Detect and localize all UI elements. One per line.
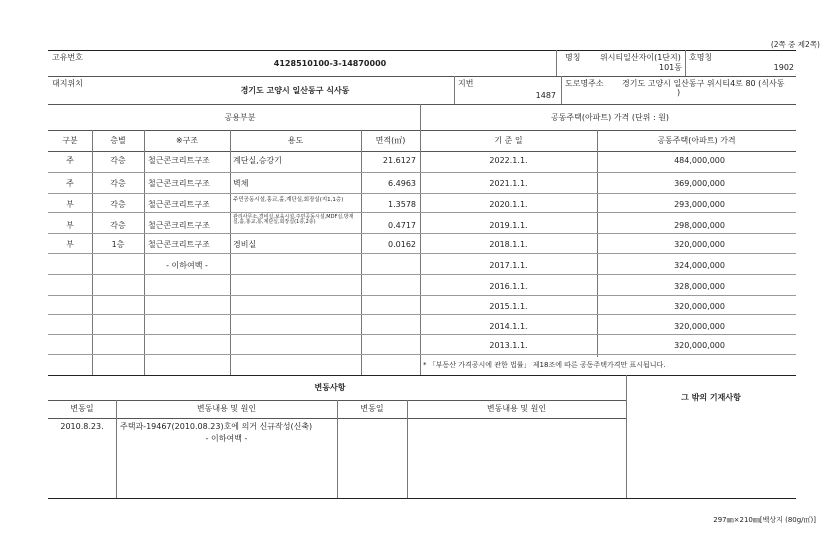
table-row-divider (48, 172, 796, 173)
changes-vline-3 (407, 400, 408, 498)
table-cell-floor: 각층 (110, 221, 126, 230)
changes-col-content-2: 변동내용 및 원인 (486, 404, 547, 413)
price-value: 320,000,000 (674, 322, 725, 331)
table-cell-structure: 철근콘크리트구조 (148, 179, 210, 188)
table-row-divider (48, 274, 796, 275)
table-cell-structure: 철근콘크리트구조 (148, 240, 210, 249)
changes-bottom-border (48, 498, 796, 499)
changes-col-content: 변동내용 및 원인 (196, 404, 257, 413)
table-cell-use: 관리사무소,경비실,보육시설,주민공동시설,MDF실,방재실,홀,홍교,통,계단실,회장실(1층,2층) (233, 214, 354, 226)
col-type-header: 구분 (62, 136, 78, 145)
table-cell-area: 6.4963 (388, 179, 416, 188)
table-cell-type: 주 (66, 156, 74, 165)
road-label: 도로명주소 (565, 79, 604, 88)
table-row-divider (48, 334, 796, 335)
col-floor-header: 층별 (110, 136, 126, 145)
price-value: 484,000,000 (674, 156, 725, 165)
table-row-divider (48, 314, 796, 315)
price-date: 2014.1.1. (489, 322, 528, 331)
name-value-line2: 101동 (659, 63, 682, 72)
table-row-divider (48, 233, 796, 234)
price-date: 2013.1.1. (489, 341, 528, 350)
price-value: 369,000,000 (674, 179, 725, 188)
column-header-line (48, 151, 796, 152)
unique-no-label: 고유번호 (52, 53, 83, 62)
price-date: 2018.1.1. (489, 240, 528, 249)
exclusive-end-mark: - 이하여백 - (166, 261, 208, 270)
dong-label: 호명칭 (689, 53, 713, 62)
price-date: 2021.1.1. (489, 179, 528, 188)
road-value-line2: ) (677, 88, 681, 97)
name-value: 위시티일산자이(1단지) (600, 53, 681, 62)
table-cell-type: 부 (66, 240, 74, 249)
header-vline-1 (556, 50, 557, 76)
col-structure-header: ※구조 (175, 136, 199, 145)
table-cell-floor: 1층 (111, 240, 125, 249)
price-value: 298,000,000 (674, 221, 725, 230)
table-cell-floor: 각층 (110, 200, 126, 209)
table-cell-use: 벽체 (233, 179, 249, 188)
dong-value: 1902 (773, 63, 794, 72)
table-cell-area: 21.6127 (382, 156, 416, 165)
price-value: 324,000,000 (674, 261, 725, 270)
table-cell-use: 경비실 (233, 240, 257, 249)
table-row-divider (48, 212, 796, 213)
table-row-divider (48, 253, 796, 254)
section-header-line (48, 130, 796, 131)
table-cell-area: 0.4717 (388, 221, 416, 230)
price-date: 2020.1.1. (489, 200, 528, 209)
price-date: 2016.1.1. (489, 282, 528, 291)
name-label: 명칭 (565, 53, 581, 62)
col-date-header: 기 준 일 (494, 136, 523, 145)
road-value: 경기도 고양시 일산동구 위시티4로 80 (식사동 (622, 79, 785, 88)
paper-size-note: 297㎜×210㎜[백상지 (80g/㎡)] (713, 516, 816, 524)
header-vline-4 (561, 76, 562, 104)
changes-title: 변동사항 (314, 383, 346, 392)
vline-price (597, 130, 598, 357)
table-row-divider (48, 193, 796, 194)
price-footnote: * 「부동산 가격공시에 관한 법률」 제18조에 따른 공동주택가격만 표시됩니다. (423, 361, 666, 369)
table-cell-structure: 철근콘크리트구조 (148, 200, 210, 209)
changes-vline-1 (116, 400, 117, 498)
table-cell-type: 부 (66, 200, 74, 209)
price-value: 293,000,000 (674, 200, 725, 209)
col-area-header: 면적(㎡) (375, 136, 406, 145)
changes-col-date-2: 변동일 (360, 404, 384, 413)
site-value: 경기도 고양시 일산동구 식사동 (240, 86, 350, 95)
table-cell-floor: 각층 (110, 179, 126, 188)
price-value: 320,000,000 (674, 302, 725, 311)
price-date: 2015.1.1. (489, 302, 528, 311)
changes-end-mark: - 이하여백 - (205, 434, 248, 443)
table-row-divider (48, 354, 796, 355)
jibun-value: 1487 (535, 91, 556, 100)
price-value: 320,000,000 (674, 240, 725, 249)
table-cell-area: 0.0162 (388, 240, 416, 249)
table-cell-type: 부 (66, 221, 74, 230)
table-cell-use: 계단실,승강기 (233, 156, 282, 165)
col-price-header: 공동주택(아파트) 가격 (657, 136, 736, 145)
table-row-divider (48, 295, 796, 296)
col-use-header: 용도 (287, 136, 304, 145)
header-bottom-border (48, 104, 796, 105)
price-title: 공동주택(아파트) 가격 (단위 : 원) (550, 113, 670, 122)
exclusive-title: 공용부분 (224, 113, 256, 122)
changes-col-date: 변동일 (70, 404, 94, 413)
change-entry-text: 주택과-19467(2010.08.23)호에 의거 신규작성(신축) (120, 422, 313, 431)
change-entry-date: 2010.8.23. (60, 422, 104, 431)
site-label: 대지위치 (52, 79, 83, 88)
changes-vline-2 (337, 400, 338, 498)
table-cell-area: 1.3578 (388, 200, 416, 209)
price-date: 2022.1.1. (489, 156, 528, 165)
table-cell-type: 주 (66, 179, 74, 188)
header-vline-3 (454, 76, 455, 104)
table-cell-use: 주민공동시설,홍교,홀,계단실,회장실(지1,1층) (233, 197, 344, 203)
table-cell-structure: 철근콘크리트구조 (148, 156, 210, 165)
table-cell-structure: 철근콘크리트구조 (148, 221, 210, 230)
table-cell-floor: 각층 (110, 156, 126, 165)
price-date: 2019.1.1. (489, 221, 528, 230)
header-top-border (48, 50, 796, 51)
price-value: 328,000,000 (674, 282, 725, 291)
jibun-label: 지번 (458, 79, 474, 88)
changes-top-border (48, 375, 796, 376)
header-vline-2 (685, 50, 686, 76)
price-date: 2017.1.1. (489, 261, 528, 270)
header-divider (48, 76, 796, 77)
page-indicator: (2쪽 중 제2쪽) (770, 40, 820, 49)
unique-no-value: 4128510100-3-14870000 (273, 59, 387, 68)
price-value: 320,000,000 (674, 341, 725, 350)
other-items-title: 그 밖의 기재사항 (681, 393, 741, 402)
